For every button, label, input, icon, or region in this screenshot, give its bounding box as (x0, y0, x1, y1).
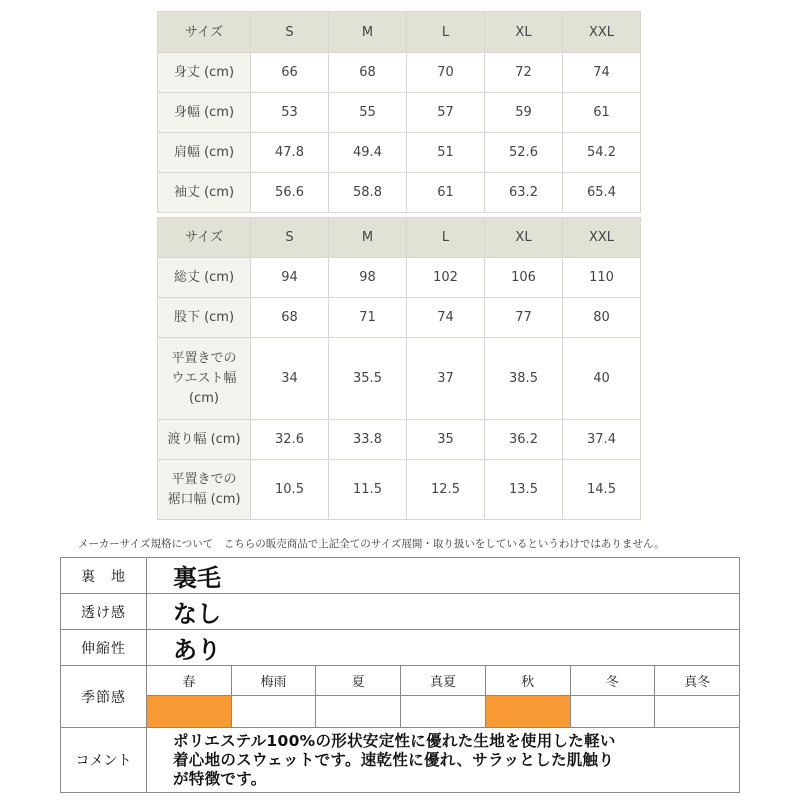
top-header-row (158, 12, 641, 53)
season-marker-autumn (485, 696, 570, 728)
cell: 32.6 (251, 420, 329, 460)
season-marker-midwinter (655, 696, 740, 728)
cell: 40 (563, 338, 641, 420)
cell: 94 (251, 258, 329, 298)
bottom-header-row (158, 218, 641, 258)
row-label: 袖丈 (cm) (158, 173, 251, 213)
size-note: メーカーサイズ規格について こちらの販売商品で上記全てのサイズ展開・取り扱いをしているというわけではありません。 (78, 538, 665, 550)
cell: 56.6 (251, 173, 329, 213)
table-row (158, 93, 641, 133)
season-name-row (61, 666, 740, 696)
season-spring: 春 (147, 666, 232, 696)
cell: 57 (407, 93, 485, 133)
header-l: L (407, 218, 485, 258)
season-marker-rainy (231, 696, 316, 728)
sheer-row (61, 594, 740, 630)
lining-label: 裏 地 (61, 558, 147, 594)
table-row (158, 258, 641, 298)
cell: 54.2 (563, 133, 641, 173)
cell: 110 (563, 258, 641, 298)
season-marker-spring (147, 696, 232, 728)
season-winter: 冬 (570, 666, 655, 696)
sheer-label: 透け感 (61, 594, 147, 630)
cell: 55 (329, 93, 407, 133)
header-l: L (407, 12, 485, 53)
row-label: 平置きでの 裾口幅 (cm) (158, 460, 251, 520)
cell: 102 (407, 258, 485, 298)
cell: 77 (485, 298, 563, 338)
cell: 52.6 (485, 133, 563, 173)
cell: 71 (329, 298, 407, 338)
season-midsummer: 真夏 (401, 666, 486, 696)
cell: 61 (563, 93, 641, 133)
cell: 63.2 (485, 173, 563, 213)
row-label: 肩幅 (cm) (158, 133, 251, 173)
cell: 13.5 (485, 460, 563, 520)
cell: 61 (407, 173, 485, 213)
stretch-label: 伸縮性 (61, 630, 147, 666)
table-row (158, 420, 641, 460)
cell: 36.2 (485, 420, 563, 460)
season-marker-midsummer (401, 696, 486, 728)
header-s: S (251, 12, 329, 53)
cell: 34 (251, 338, 329, 420)
comment-label: コメント (61, 728, 147, 793)
cell: 72 (485, 53, 563, 93)
sheer-value: なし (147, 594, 740, 630)
cell: 37 (407, 338, 485, 420)
cell: 58.8 (329, 173, 407, 213)
header-size: サイズ (158, 12, 251, 53)
cell: 74 (563, 53, 641, 93)
cell: 10.5 (251, 460, 329, 520)
table-row (158, 338, 641, 420)
header-xl: XL (485, 218, 563, 258)
cell: 12.5 (407, 460, 485, 520)
top-size-table (157, 11, 641, 213)
cell: 33.8 (329, 420, 407, 460)
season-mark-row (61, 696, 740, 728)
comment-text: ポリエステル100%の形状安定性に優れた生地を使用した軽い 着心地のスウェットです。速乾性に優れ、サラッとした肌触り が特徴です。 (147, 728, 740, 793)
header-xxl: XXL (563, 12, 641, 53)
cell: 11.5 (329, 460, 407, 520)
cell: 53 (251, 93, 329, 133)
cell: 37.4 (563, 420, 641, 460)
cell: 80 (563, 298, 641, 338)
cell: 51 (407, 133, 485, 173)
season-midwinter: 真冬 (655, 666, 740, 696)
table-row (158, 460, 641, 520)
row-label: 股下 (cm) (158, 298, 251, 338)
header-m: M (329, 218, 407, 258)
header-xl: XL (485, 12, 563, 53)
header-size: サイズ (158, 218, 251, 258)
cell: 49.4 (329, 133, 407, 173)
cell: 47.8 (251, 133, 329, 173)
season-autumn: 秋 (485, 666, 570, 696)
row-label: 身丈 (cm) (158, 53, 251, 93)
cell: 35 (407, 420, 485, 460)
season-marker-winter (570, 696, 655, 728)
lining-row (61, 558, 740, 594)
header-xxl: XXL (563, 218, 641, 258)
cell: 38.5 (485, 338, 563, 420)
cell: 98 (329, 258, 407, 298)
table-row (158, 298, 641, 338)
stretch-row (61, 630, 740, 666)
lining-value: 裏毛 (147, 558, 740, 594)
stretch-value: あり (147, 630, 740, 666)
cell: 14.5 (563, 460, 641, 520)
season-label: 季節感 (61, 666, 147, 728)
header-s: S (251, 218, 329, 258)
table-row (158, 53, 641, 93)
cell: 106 (485, 258, 563, 298)
row-label: 渡り幅 (cm) (158, 420, 251, 460)
header-m: M (329, 12, 407, 53)
row-label: 総丈 (cm) (158, 258, 251, 298)
comment-row (61, 728, 740, 793)
season-summer: 夏 (316, 666, 401, 696)
cell: 68 (251, 298, 329, 338)
cell: 65.4 (563, 173, 641, 213)
season-marker-summer (316, 696, 401, 728)
bottom-size-table (157, 217, 641, 520)
cell: 74 (407, 298, 485, 338)
season-rainy: 梅雨 (231, 666, 316, 696)
cell: 66 (251, 53, 329, 93)
table-row (158, 133, 641, 173)
cell: 68 (329, 53, 407, 93)
cell: 70 (407, 53, 485, 93)
cell: 35.5 (329, 338, 407, 420)
cell: 59 (485, 93, 563, 133)
attribute-table (60, 557, 740, 793)
table-row (158, 173, 641, 213)
row-label: 平置きでの ウエスト幅 (cm) (158, 338, 251, 420)
row-label: 身幅 (cm) (158, 93, 251, 133)
